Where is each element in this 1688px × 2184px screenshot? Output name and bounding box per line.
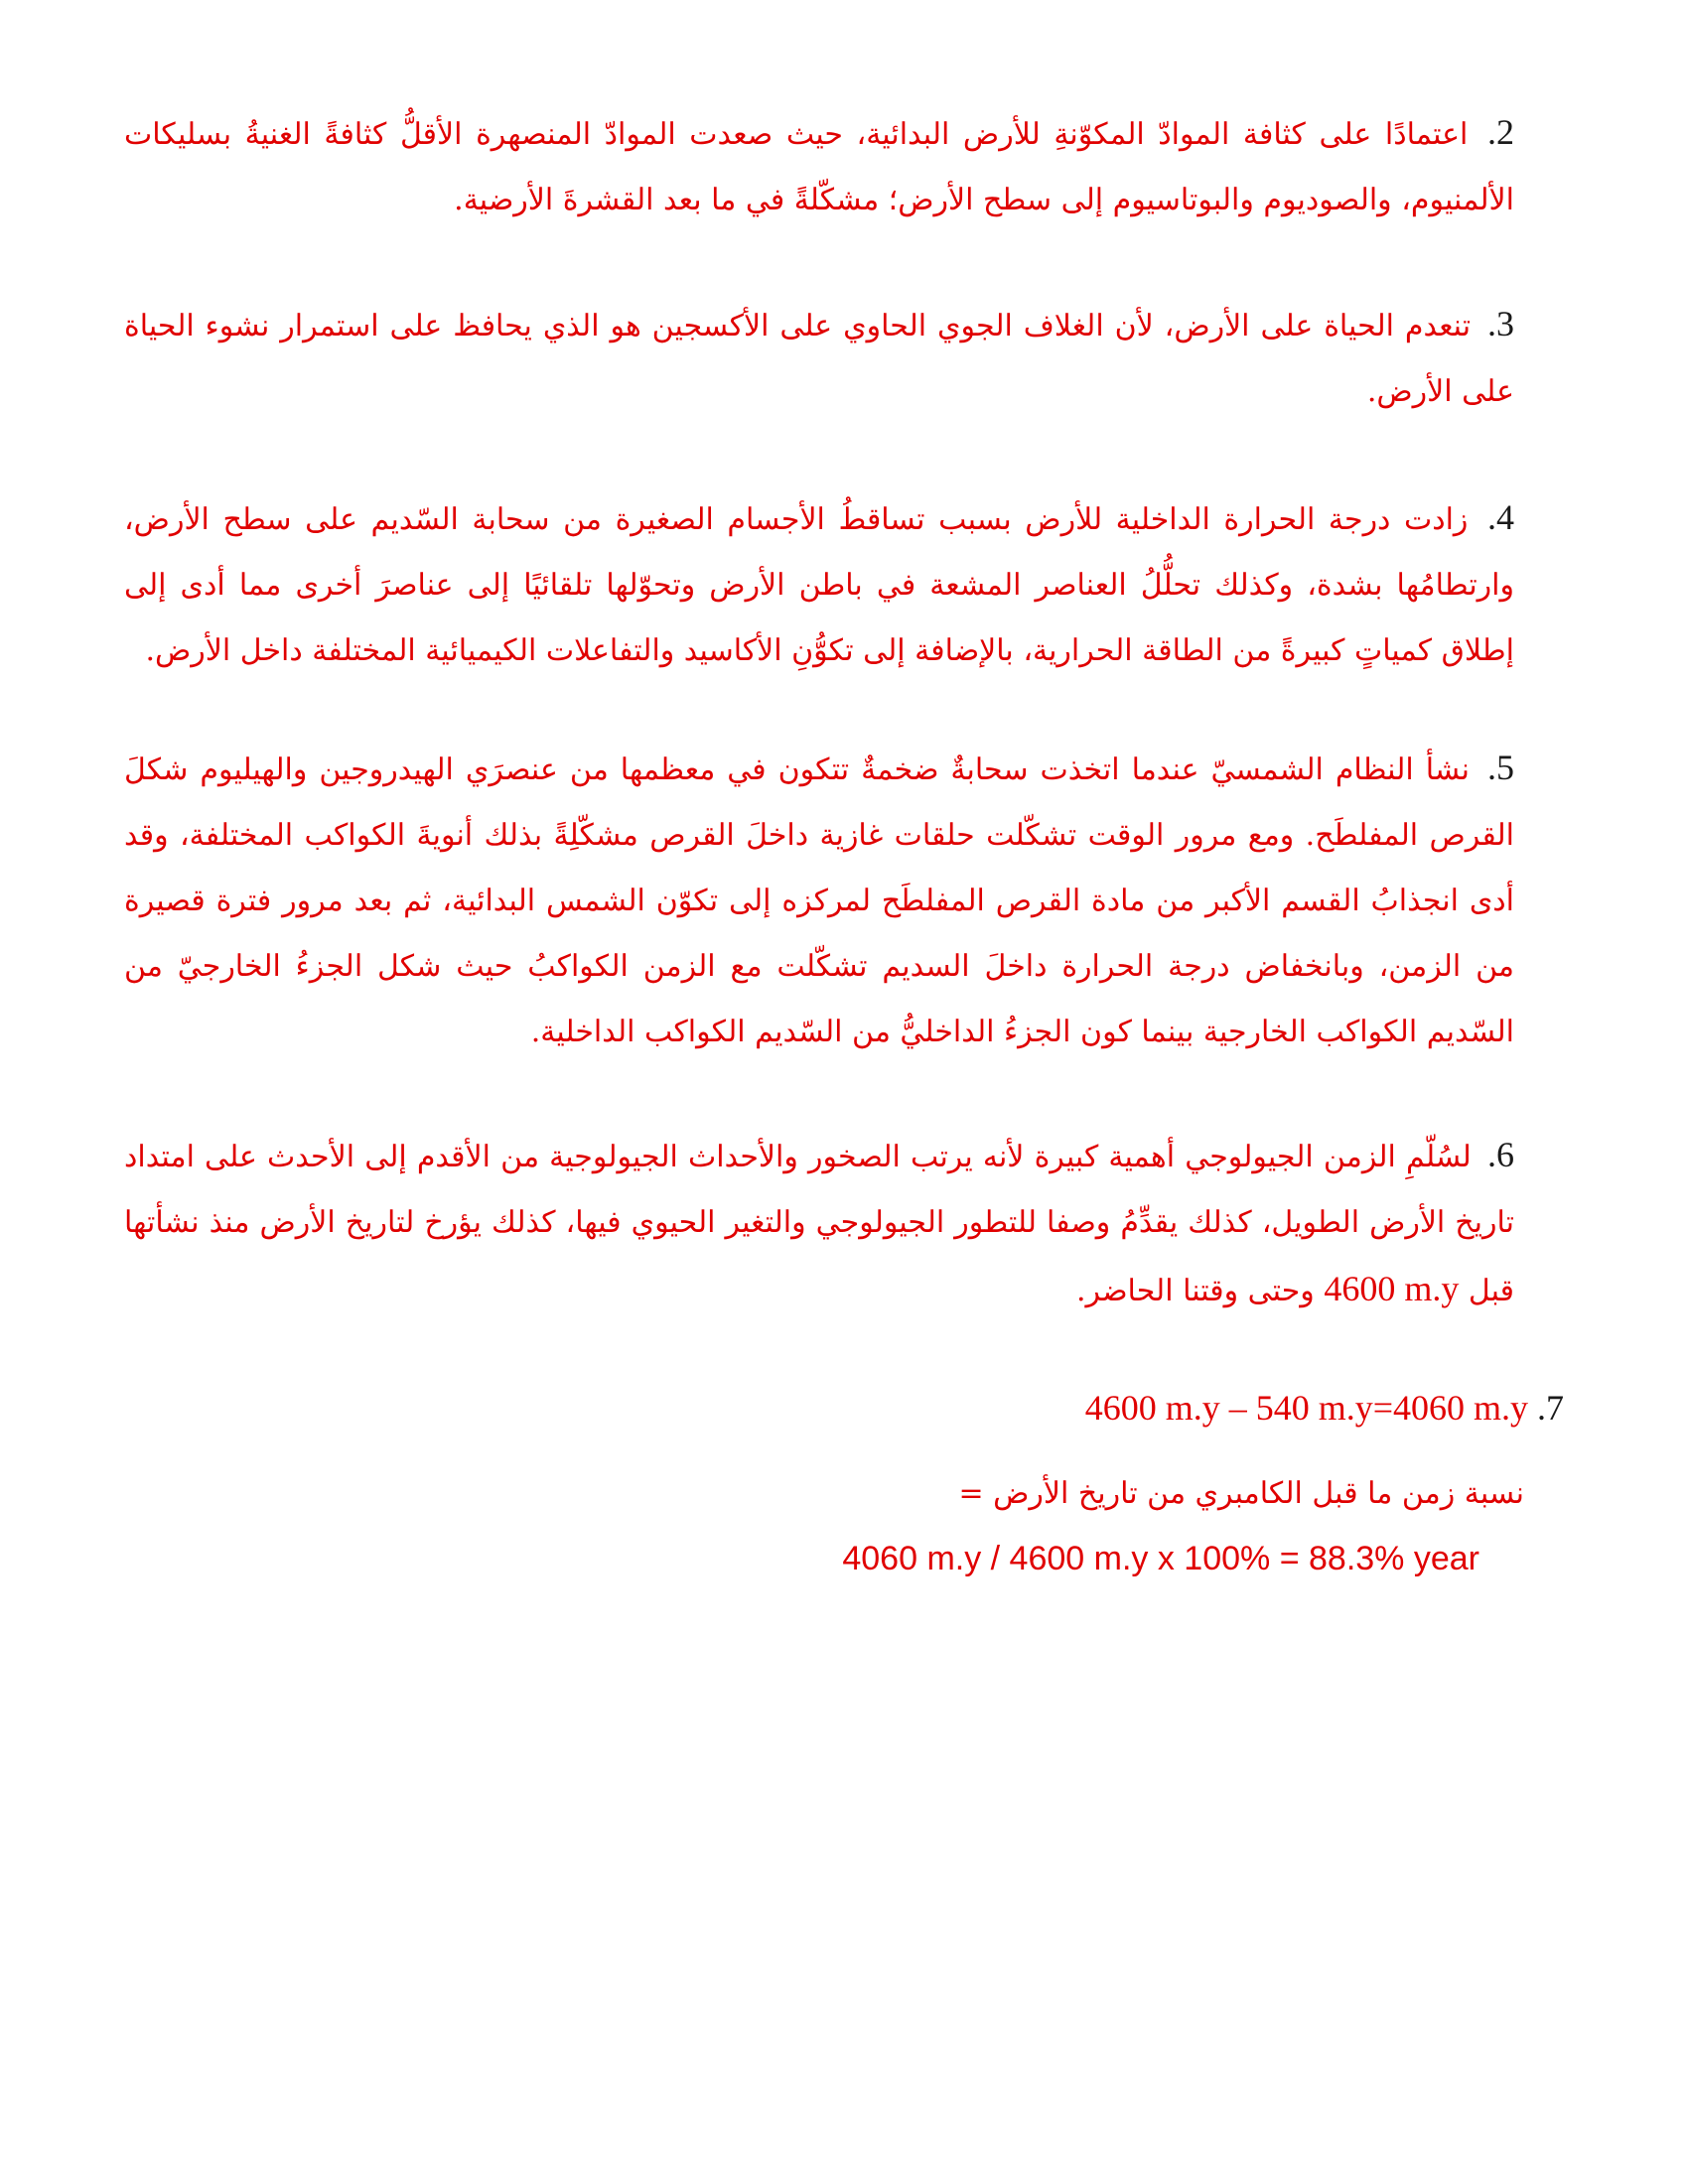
answer-number: 2. [1487, 112, 1514, 152]
answer-item-7-equation [1085, 1375, 1564, 1440]
answer-text: تنعدم الحياة على الأرض، لأن الغلاف الجوي الحاوي على الأكسجين هو الذي يحافظ على استمرار نشوء الحياة على الأرض. [124, 309, 1514, 409]
precambrian-ratio-formula: 4060 m.y / 4600 m.y x 100% = 88.3% year [842, 1540, 1479, 1577]
answer-item-6 [124, 1122, 1514, 1324]
answer-item-3 [124, 291, 1514, 425]
answer-text: اعتمادًا على كثافة الموادّ المكوّنةِ للأرض البدائية، حيث صعدت الموادّ المنصهرة الأقلُّ كثافةً الغنيةُ بسليكات الألمنيوم، والصوديوم والبوتاسيوم إلى سطح الأرض؛ مشكّلةً في ما بعد القشرةَ الأرضية. [124, 117, 1514, 217]
answer-number: 5. [1487, 748, 1514, 787]
answer-item-5 [124, 735, 1514, 1065]
answer-item-4 [124, 484, 1514, 684]
precambrian-ratio-label: نسبة زمن ما قبل الكامبري من تاريخ الأرض = [958, 1476, 1524, 1511]
answer-text-tail: وحتى وقتنا الحاضر. [1075, 1274, 1315, 1308]
answer-item-2 [124, 99, 1514, 233]
answer-text: نشأ النظام الشمسيّ عندما اتخذت سحابةٌ ضخمةٌ تتكون في معظمها من عنصرَي الهيدروجين والهيليوم شكلَ القرص المفلطَح. ومع مرور الوقت تشكّلت حلقات غازية داخلَ القرص مشكّلِةً بذلك أنويةَ الكواكب المختلفة، وقد أدى انجذابُ القسم الأكبر من مادة القرص المفلطَح لمركزه إلى تكوّن الشمس البدائية، ثم بعد مرور فترة قصيرة من الزمن، وبانخفاض درجة الحرارة داخلَ السديم تشكّلت مع الزمن الكواكبُ حيث شكل الجزءُ الخارجيّ من السّديم الكواكب الخارجية بينما كون الجزءُ الداخليُّ من السّديم الكواكب الداخلية. [124, 752, 1514, 1049]
answer-text: زادت درجة الحرارة الداخلية للأرض بسبب تساقطُ الأجسام الصغيرة من سحابة السّديم على سطح الأرض، وارتطامُها بشدة، وكذلك تحلُّلُ العناصر المشعة في باطن الأرض وتحوّلها تلقائيًا إلى عناصرَ أخرى مما أدى إلى إطلاق كمياتٍ كبيرةً من الطاقة الحرارية، بالإضافة إلى تكوُّنِ الأكاسيد والتفاعلات الكيميائية المختلفة داخل الأرض. [124, 502, 1514, 668]
answer-text: لسُلّمِ الزمن الجيولوجي أهمية كبيرة لأنه يرتب الصخور والأحداث الجيولوجية من الأقدم إلى الأحدث على امتداد تاريخ الأرض الطويل، كذلك يقدِّمُ وصفا للتطور الجيولوجي والتغير الحيوي فيها، كذلك يؤرخ لتاريخ الأرض منذ نشأتها قبل [124, 1140, 1514, 1308]
earth-age-figure: 4600 m.y [1324, 1269, 1460, 1308]
answer-number: 6. [1487, 1135, 1514, 1174]
answer-number: 4. [1487, 497, 1514, 537]
precambrian-subtraction: 4600 m.y – 540 m.y=4060 m.y [1084, 1388, 1528, 1428]
answer-number: .7 [1537, 1388, 1564, 1428]
answer-number: 3. [1487, 304, 1514, 343]
